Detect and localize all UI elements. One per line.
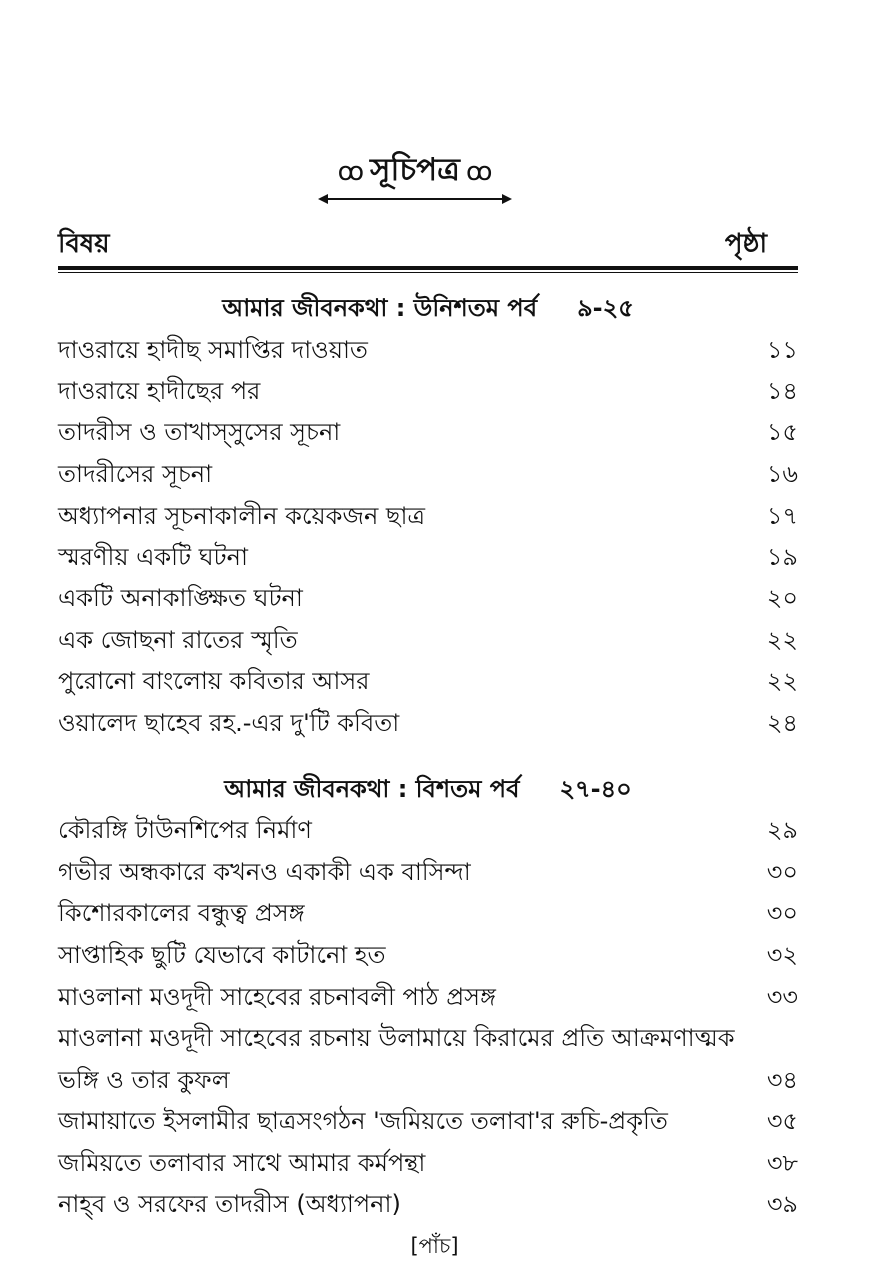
toc-entry[interactable] [58, 703, 798, 743]
toc-entry-title: সাপ্তাহিক ছুটি যেভাবে কাটানো হত [58, 941, 386, 969]
toc-entry-title: মাওলানা মওদূদী সাহেবের রচনাবলী পাঠ প্রসঙ্গ [58, 983, 496, 1011]
toc-entry-title: ওয়ালেদ ছাহেব রহ.-এর দু'টি কবিতা [58, 709, 400, 737]
toc-entry-page: ২২ [766, 667, 798, 695]
ornament-left-icon: ꝏ [337, 157, 365, 187]
toc-entry-title: নাহ্‌ব ও সরফের তাদরীস (অধ্যাপনা) [58, 1190, 401, 1218]
toc-entry[interactable] [58, 330, 798, 370]
toc-entry-title: ভঙ্গি ও তার কুফল [58, 1066, 230, 1094]
section-page-range: ২৭-৪০ [559, 775, 632, 803]
toc-entry-page: ১৬ [766, 460, 798, 488]
page-column-header: পৃষ্ঠা [724, 229, 767, 259]
toc-entry[interactable] [58, 412, 798, 452]
toc-entry-page: ৩৪ [766, 1066, 798, 1094]
toc-entry-title: জামায়াতে ইসলামীর ছাত্রসংগঠন 'জমিয়তে তলাবা'র রুচি-প্রকৃতি [58, 1107, 668, 1135]
toc-entry[interactable] [58, 454, 798, 494]
toc-entry-title: পুরোনো বাংলোয় কবিতার আসর [58, 667, 370, 695]
toc-entry-title: মাওলানা মওদূদী সাহেবের রচনায় উলামায়ে কিরামের প্রতি আক্রমণাত্মক [58, 1024, 735, 1052]
subject-column-header: বিষয় [58, 229, 110, 259]
toc-entry-title: তাদরীস ও তাখাস্‌সুসের সূচনা [58, 418, 341, 446]
toc-entry-page: ৩৩ [766, 983, 798, 1011]
toc-entry[interactable] [58, 1018, 798, 1058]
toc-entry-page: ৩৫ [766, 1107, 798, 1135]
section-title: আমার জীবনকথা : উনিশতম পর্ব [222, 294, 538, 322]
toc-entry[interactable] [58, 893, 798, 933]
toc-entry[interactable] [58, 1060, 798, 1100]
toc-entry[interactable] [58, 1143, 798, 1183]
toc-entry-title: এক জোছনা রাতের স্মৃতি [58, 626, 298, 654]
toc-entry-page: ১১ [766, 336, 798, 364]
toc-entry[interactable] [58, 537, 798, 577]
toc-entry-title: দাওরায়ে হাদীছ সমাপ্তির দাওয়াত [58, 336, 368, 364]
toc-entry[interactable] [58, 371, 798, 411]
toc-entry[interactable] [58, 810, 798, 850]
header-divider-thin [58, 272, 798, 273]
toc-entry-page: ৩০ [766, 899, 798, 927]
toc-entry-page: ১৪ [766, 377, 798, 405]
section-title: আমার জীবনকথা : বিশতম পর্ব [224, 775, 520, 803]
toc-entry-page: ৩৮ [766, 1149, 798, 1177]
toc-entry[interactable] [58, 661, 798, 701]
double-arrow-icon [318, 192, 512, 206]
toc-entry-page: ৩৯ [766, 1190, 798, 1218]
section-page-range: ৯-২৫ [577, 294, 634, 322]
toc-entry-title: গভীর অন্ধকারে কখনও একাকী এক বাসিন্দা [58, 858, 471, 886]
toc-entry-page: ১৯ [766, 543, 798, 571]
section-heading [58, 773, 798, 805]
toc-entry-page: ২২ [766, 626, 798, 654]
toc-entry-title: স্মরণীয় একটি ঘটনা [58, 543, 248, 571]
toc-entry-title: কৌরঙ্গি টাউনশিপের নির্মাণ [58, 816, 312, 844]
toc-entry-title: কিশোরকালের বন্ধুত্ব প্রসঙ্গ [58, 899, 305, 927]
toc-entry-title: তাদরীসের সূচনা [58, 460, 213, 488]
header-divider [58, 266, 798, 270]
page-number-footer: [পাঁচ] [410, 1234, 459, 1258]
toc-entry-page: ২০ [766, 584, 798, 612]
toc-entry-page: ১৫ [766, 418, 798, 446]
toc-entry-title: একটি অনাকাঙ্ক্ষিত ঘটনা [58, 584, 303, 612]
toc-title-text: সূচিপত্র [370, 152, 460, 188]
toc-entry[interactable] [58, 935, 798, 975]
toc-entry[interactable] [58, 496, 798, 536]
toc-entry-page: ১৭ [766, 502, 798, 530]
toc-entry-title: জমিয়তে তলাবার সাথে আমার কর্মপন্থা [58, 1149, 426, 1177]
toc-entry-page: ২৯ [766, 816, 798, 844]
toc-entry[interactable] [58, 977, 798, 1017]
toc-entry-page: ২৪ [766, 709, 798, 737]
toc-entry[interactable] [58, 620, 798, 660]
toc-entry[interactable] [58, 578, 798, 618]
toc-title [300, 150, 530, 192]
toc-entry-page: ৩২ [766, 941, 798, 969]
ornament-right-icon: ꝏ [465, 157, 493, 187]
toc-entry[interactable] [58, 1101, 798, 1141]
toc-entry-page: ৩০ [766, 858, 798, 886]
toc-entry-title: দাওরায়ে হাদীছের পর [58, 377, 261, 405]
section-heading [58, 292, 798, 324]
toc-entry-title: অধ্যাপনার সূচনাকালীন কয়েকজন ছাত্র [58, 502, 426, 530]
toc-entry[interactable] [58, 1184, 798, 1224]
toc-entry[interactable] [58, 852, 798, 892]
